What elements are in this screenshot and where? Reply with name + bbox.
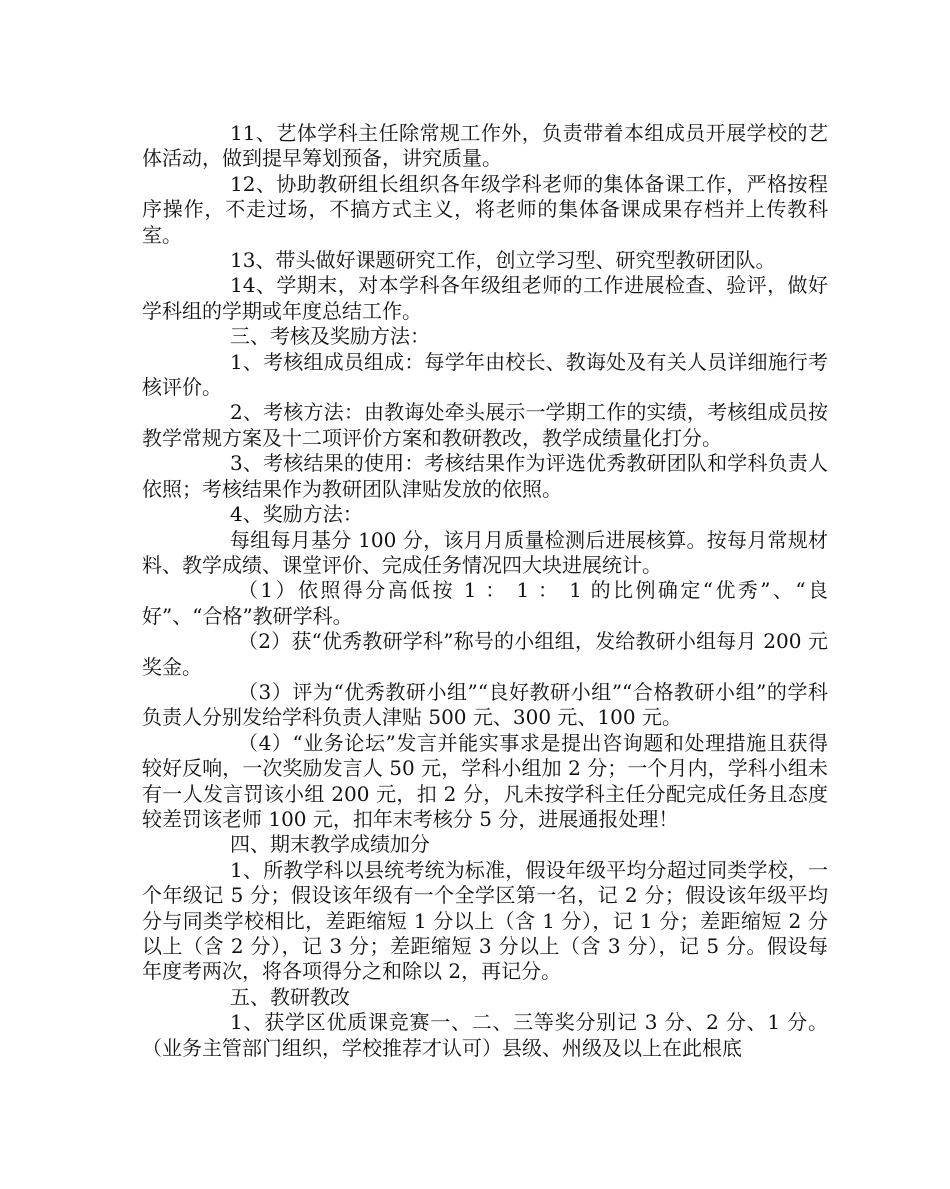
paragraph-assessment-2: 2、考核方法：由教诲处牵头展示一学期工作的实绩，考核组成员按教学常规方案及十二项评价方案和教研教改，教学成绩量化打分。 [142,400,828,450]
paragraph-item-13: 13、带头做好课题研究工作，创立学习型、研究型教研团队。 [230,248,776,273]
paragraph-item-14: 14、学期末，对本学科各年级组老师的工作进展检查、验评，做好学科组的学期或年度总结工作。 [142,273,828,323]
paragraph-sub-3: （3）评为“优秀教研小组”“良好教研小组”“合格教研小组”的学科负责人分别发给学科负责人津贴 500 元、300 元、100 元。 [142,679,828,730]
document-page [142,121,828,1061]
paragraph-assessment-1: 1、考核组成员组成：每学年由校长、教诲处及有关人员详细施行考核评价。 [142,349,828,400]
section-heading-assessment: 三、考核及奖励方法： [230,324,430,349]
paragraph-assessment-3: 3、考核结果的使用：考核结果作为评选优秀教研团队和学科负责人依照；考核结果作为教研团队津贴发放的依照。 [142,451,828,501]
paragraph-sub-4: （4）“业务论坛”发言并能实事求是提出咨询题和处理措施且获得较好反响，一次奖励发言人 50 元，学科小组加 2 分；一个月内，学科小组未有一人发言罚该小组 200 元，扣 2 分，凡未按学科主任分配完成任务且态度较差罚该老师 100 元，扣年末考核分 5 分，进展通报处理！ [142,730,828,831]
paragraph-research-1: 1、获学区优质课竞赛一、二、三等奖分别记 3 分、2 分、1 分。（业务主管部门组织，学校推荐才认可）县级、州级及以上在此根底 [142,1010,828,1060]
paragraph-final-scores-1: 1、所教学科以县统考统为标准，假设年级平均分超过同类学校，一个年级记 5 分；假设该年级有一个全学区第一名，记 2 分；假设该年级平均分与同类学校相比，差距缩短 1 分以上（含 1 分），记 1 分；差距缩短 2 分以上（含 2 分），记 3 分；差距缩短 3 分以上（含 3 分），记 5 分。假设每年度考两次，将各项得分之和除以 2，再记分。 [142,857,828,984]
paragraph-base-score: 每组每月基分 100 分，该月月质量检测后进展核算。按每月常规材料、教学成绩、课堂评价、完成任务情况四大块进展统计。 [142,527,828,577]
paragraph-item-12: 12、协助教研组长组织各年级学科老师的集体备课工作，严格按程序操作，不走过场，不搞方式主义，将老师的集体备课成果存档并上传教科室。 [142,171,828,247]
paragraph-sub-1: （1）依照得分高低按 1 ： 1 ： 1 的比例确定“优秀”、“良好”、“合格”教研学科。 [142,578,828,628]
paragraph-item-11: 11、艺体学科主任除常规工作外，负责带着本组成员开展学校的艺体活动，做到提早筹划预备，讲究质量。 [142,121,828,171]
section-heading-final-scores: 四、期末教学成绩加分 [230,832,430,857]
section-heading-research: 五、教研教改 [230,984,350,1009]
paragraph-assessment-4: 4、奖励方法： [230,502,363,527]
paragraph-sub-2: （2）获“优秀教研学科”称号的小组组，发给教研小组每月 200 元奖金。 [142,629,828,679]
